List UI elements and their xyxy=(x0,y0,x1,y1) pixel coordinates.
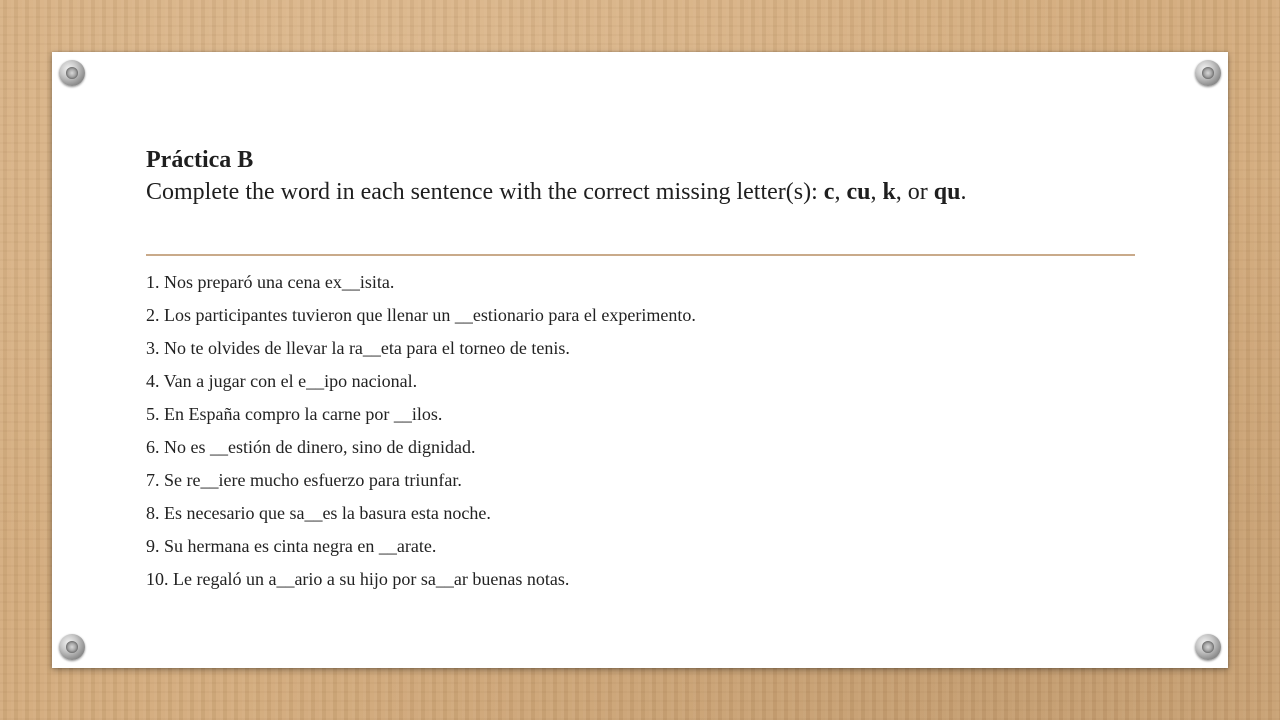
slide-title xyxy=(146,144,1146,208)
option-k: k xyxy=(882,179,896,205)
sentence-item: 8. Es necesario que sa__es la basura esta noche. xyxy=(146,503,491,523)
sentence-item: 7. Se re__iere mucho esfuerzo para triunfar. xyxy=(146,470,462,490)
sentence-item: 2. Los participantes tuvieron que llenar un __estionario para el experimento. xyxy=(146,305,696,325)
option-c: c xyxy=(823,179,835,205)
divider-line xyxy=(146,254,1135,256)
instructions-end: . xyxy=(960,179,967,205)
pushpin-icon xyxy=(1195,634,1221,660)
slide-instructions xyxy=(146,179,967,205)
option-cu: cu xyxy=(846,179,871,205)
instructions-separator: , xyxy=(834,179,847,205)
instructions-text: Complete the word in each sentence with the correct missing letter(s): xyxy=(146,179,824,205)
pushpin-icon xyxy=(59,60,85,86)
pushpin-icon xyxy=(59,634,85,660)
sentence-item: 4. Van a jugar con el e__ipo nacional. xyxy=(146,371,418,391)
instructions-separator: , or xyxy=(895,179,934,205)
sentence-item: 10. Le regaló un a__ario a su hijo por sa__ar buenas notas. xyxy=(146,569,570,589)
instructions-separator: , xyxy=(870,179,883,205)
sentence-list xyxy=(146,266,696,596)
sentence-item: 3. No te olvides de llevar la ra__eta para el torneo de tenis. xyxy=(146,338,570,358)
option-qu: qu xyxy=(933,179,961,205)
sentence-item: 9. Su hermana es cinta negra en __arate. xyxy=(146,536,437,556)
sentence-item: 5. En España compro la carne por __ilos. xyxy=(146,404,443,424)
sentence-item: 6. No es __estión de dinero, sino de dignidad. xyxy=(146,437,476,457)
pushpin-icon xyxy=(1195,60,1221,86)
slide-heading: Práctica B xyxy=(146,147,254,173)
slide-paper xyxy=(52,52,1228,668)
sentence-item: 1. Nos preparó una cena ex__isita. xyxy=(146,272,395,292)
